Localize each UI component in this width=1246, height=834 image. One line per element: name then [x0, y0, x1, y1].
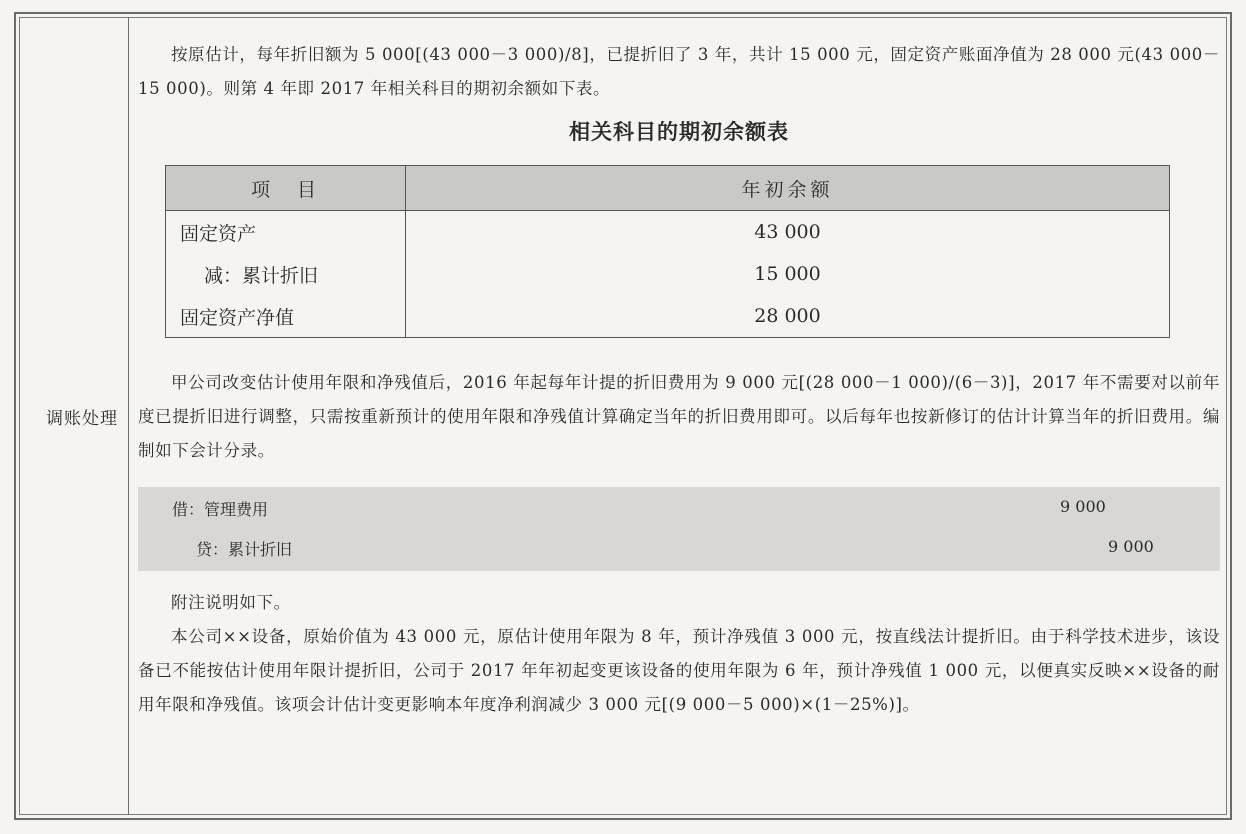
paragraph-note-heading: 附注说明如下。 — [171, 593, 291, 612]
paragraph-original-estimate: 按原估计，每年折旧额为 5 000[(43 000－3 000)/8]，已提折旧了 3 年，共计 15 000 元，固定资产账面净值为 28 000 元(43 000－15 000)。则第 4 年即 2017 年相关科目的期初余额如下表。 — [138, 45, 1220, 98]
debit-account: 借：管理费用 — [172, 500, 269, 519]
journal-entry — [138, 487, 1220, 571]
credit-amount: 9 000 — [1108, 537, 1154, 556]
row-amount: 43 000 — [406, 211, 1170, 254]
header-item: 项 目 — [166, 166, 406, 211]
table-header-row — [166, 166, 1170, 211]
row-amount: 15 000 — [406, 253, 1170, 295]
opening-balance-table — [165, 165, 1170, 338]
table-row — [166, 253, 1170, 295]
row-amount: 28 000 — [406, 295, 1170, 338]
column-divider — [128, 17, 129, 815]
table-row — [166, 211, 1170, 254]
row-item: 减：累计折旧 — [166, 253, 406, 295]
row-item: 固定资产净值 — [166, 295, 406, 338]
credit-account: 贷：累计折旧 — [196, 540, 293, 559]
row-item: 固定资产 — [166, 211, 406, 254]
table-row — [166, 295, 1170, 338]
header-amount: 年初余额 — [406, 166, 1170, 211]
paragraph-note-body: 本公司××设备，原始价值为 43 000 元，原估计使用年限为 8 年，预计净残值 3 000 元，按直线法计提折旧。由于科学技术进步，该设备已不能按估计使用年限计提折旧，公司于 2017 年年初起变更该设备的使用年限为 6 年，预计净残值 1 000 元，以便真实反映××设备的耐用年限和净残值。该项会计估计变更影响本年度净利润减少 3 000 元[(9 000－5 000)×(1－25%)]。 — [138, 627, 1220, 714]
paragraph-revised-estimate: 甲公司改变估计使用年限和净残值后，2016 年起每年计提的折旧费用为 9 000 元[(28 000－1 000)/(6－3)]，2017 年不需要对以前年度已提折旧进行调整，只需按重新预计的使用年限和净残值计算确定当年的折旧费用即可。以后每年也按新修订的估计计算当年的折旧费用。编制如下会计分录。 — [138, 373, 1220, 460]
debit-amount: 9 000 — [1060, 497, 1106, 516]
table-title: 相关科目的期初余额表 — [569, 120, 789, 144]
row-label: 调账处理 — [46, 409, 118, 429]
